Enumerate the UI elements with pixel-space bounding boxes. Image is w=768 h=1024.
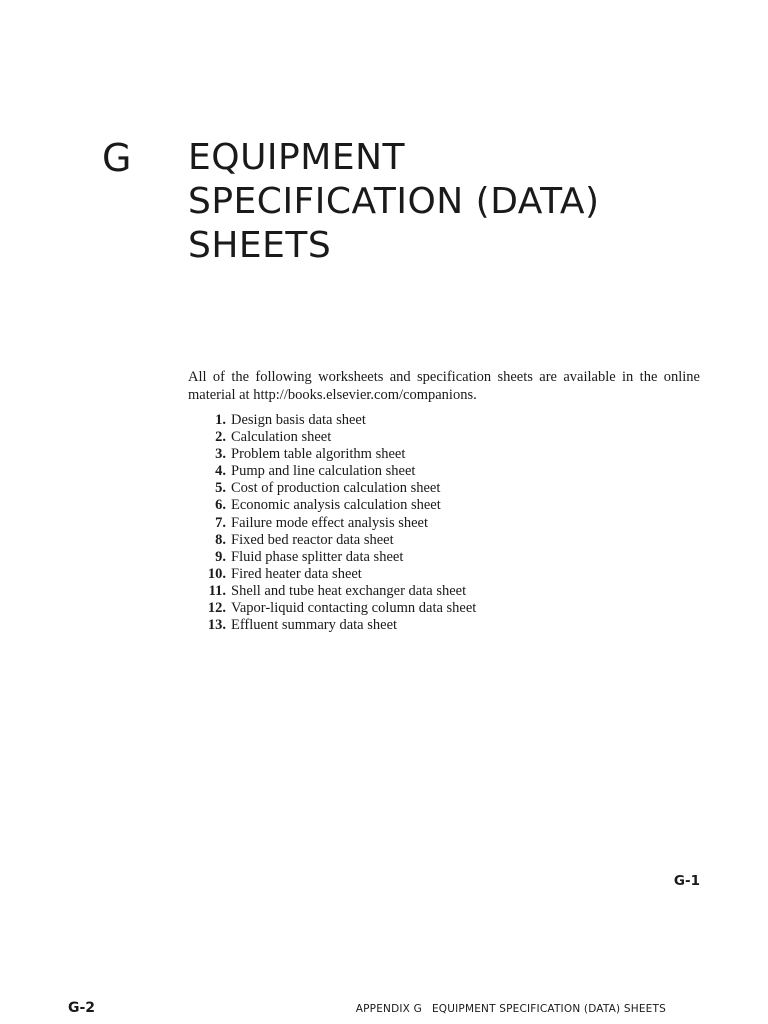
running-head	[300, 1003, 666, 1015]
running-head-title: EQUIPMENT SPECIFICATION (DATA) SHEETS	[431, 1003, 666, 1015]
list-item	[188, 549, 608, 566]
list-item-label: Economic analysis calculation sheet	[231, 497, 441, 514]
list-item-number: 9.	[215, 548, 226, 565]
list-item-label: Cost of production calculation sheet	[231, 480, 441, 497]
list-item-number: 8.	[215, 531, 226, 548]
list-item-number: 7.	[215, 514, 226, 531]
list-item-label: Problem table algorithm sheet	[231, 446, 406, 463]
chapter-title	[188, 136, 688, 268]
list-item-label: Calculation sheet	[231, 429, 332, 446]
list-item-label: Vapor-liquid contacting column data sheet	[231, 600, 477, 617]
chapter-title-line: SHEETS	[188, 225, 332, 266]
list-item-number: 4.	[215, 463, 226, 480]
list-item-number: 6.	[215, 497, 226, 514]
list-item-number: 5.	[215, 480, 226, 497]
list-item	[188, 463, 608, 480]
chapter-title-line: EQUIPMENT	[188, 137, 405, 178]
list-item-label: Fired heater data sheet	[231, 565, 362, 582]
list-item-number: 1.	[215, 412, 226, 428]
chapter-title-line: SPECIFICATION (DATA)	[188, 181, 600, 222]
list-item-number: 11.	[208, 582, 226, 599]
list-item-label: Failure mode effect analysis sheet	[231, 514, 429, 531]
list-item	[188, 429, 608, 446]
list-item-label: Pump and line calculation sheet	[231, 463, 416, 480]
list-item-label: Fluid phase splitter data sheet	[231, 548, 404, 565]
list-item	[188, 566, 608, 583]
list-item	[188, 412, 608, 429]
sheet-list	[188, 412, 608, 634]
list-item-label: Effluent summary data sheet	[231, 617, 398, 634]
list-item-number: 10.	[207, 565, 226, 582]
page-number: G-2	[68, 1000, 96, 1016]
list-item-number: 12.	[207, 600, 226, 617]
list-item	[188, 617, 608, 634]
list-item-label: Design basis data sheet	[231, 412, 366, 428]
list-item-number: 13.	[207, 617, 226, 634]
list-item-label: Fixed bed reactor data sheet	[231, 531, 394, 548]
list-item	[188, 480, 608, 497]
page-number: G-1	[673, 873, 700, 889]
intro-paragraph: All of the following worksheets and specification sheets are available in the online material at http://books.elsevier.com/companions.	[188, 369, 700, 403]
list-item	[188, 600, 608, 617]
list-item	[188, 515, 608, 532]
list-item	[188, 583, 608, 600]
list-item-number: 3.	[215, 446, 226, 463]
running-head-appendix: APPENDIX G	[355, 1003, 422, 1015]
chapter-letter: G	[102, 136, 133, 180]
list-item	[188, 446, 608, 463]
list-item	[188, 497, 608, 514]
list-item	[188, 532, 608, 549]
list-item-label: Shell and tube heat exchanger data sheet	[231, 582, 467, 599]
list-item-number: 2.	[215, 429, 226, 446]
